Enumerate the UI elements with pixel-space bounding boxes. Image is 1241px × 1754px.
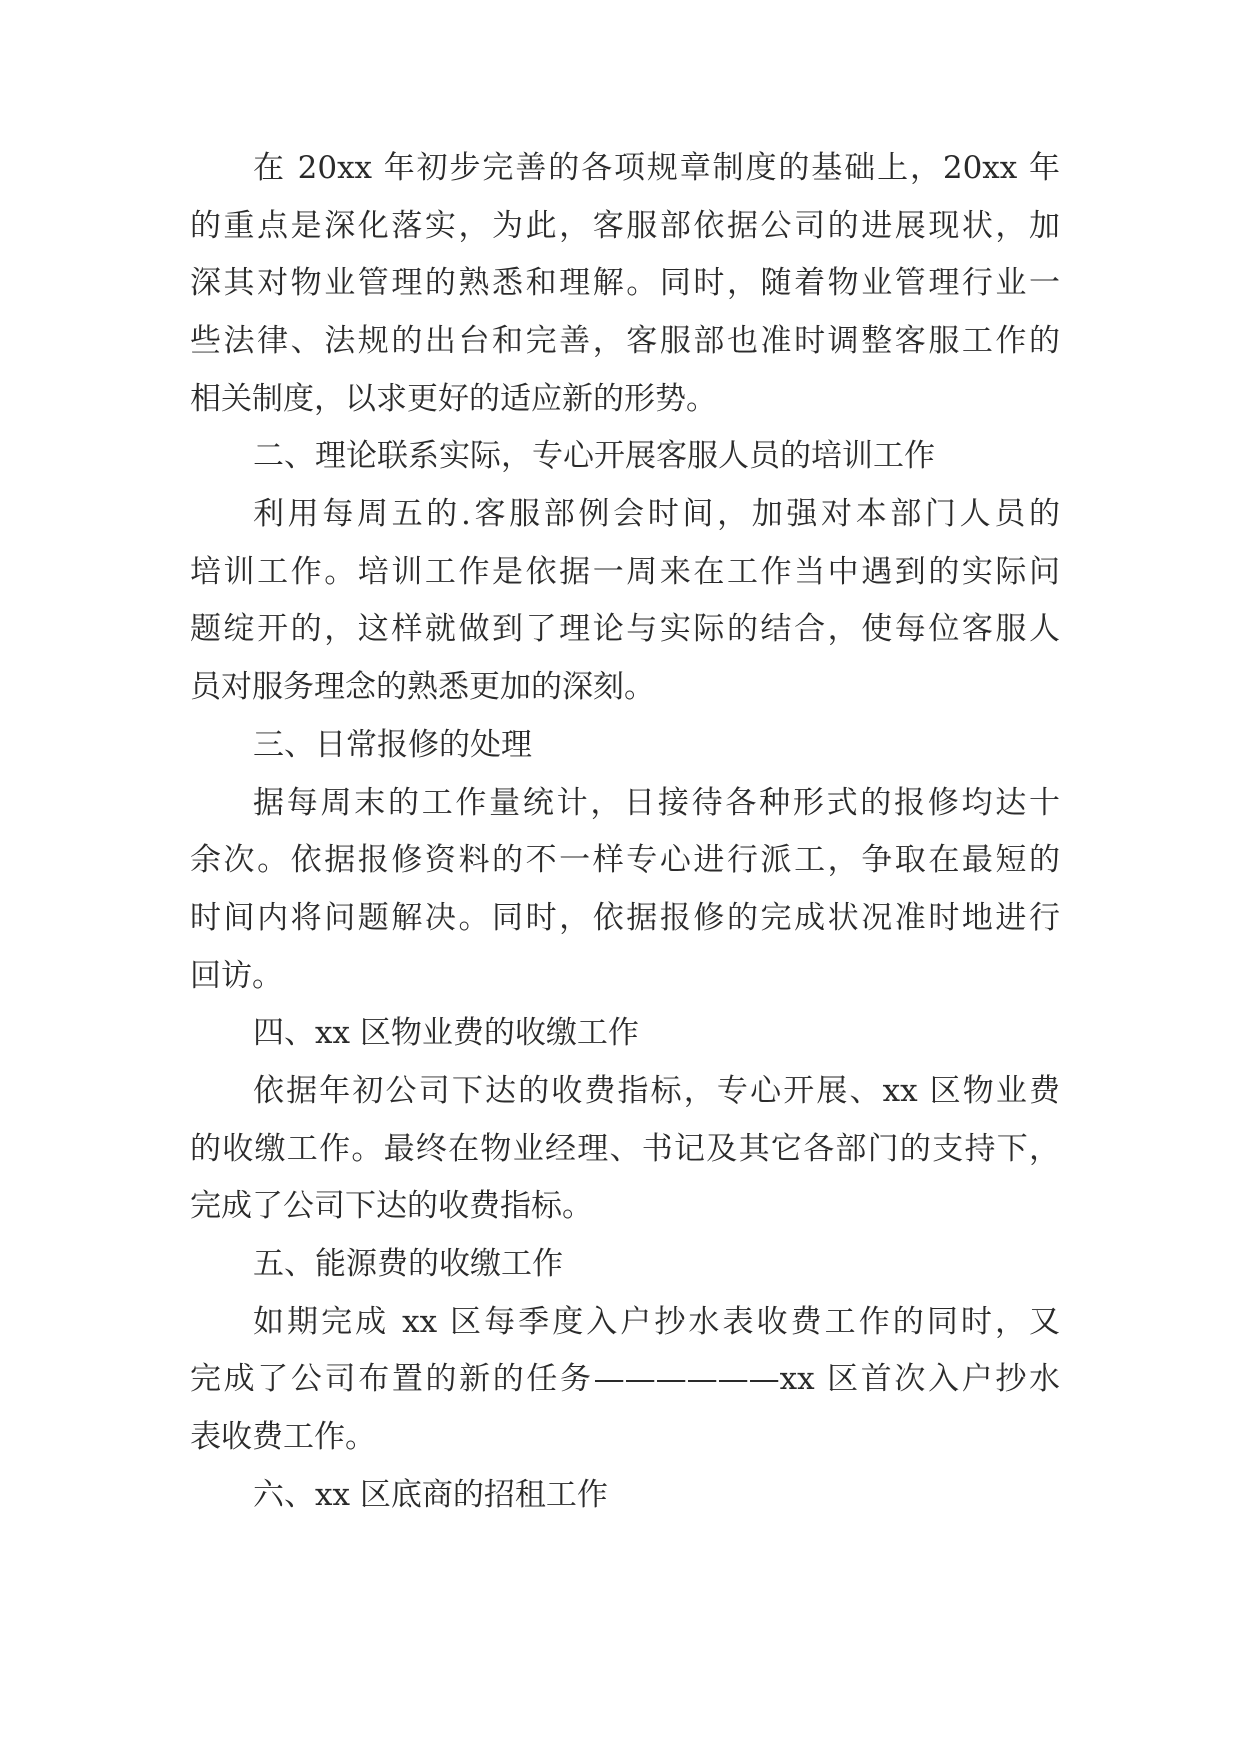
text-line: 据每周末的工作量统计，日接待各种形式的报修均达十 (253, 785, 1060, 821)
text-line: 如期完成 xx 区每季度入户抄水表收费工作的同时，又 (253, 1304, 1060, 1340)
text-line: 完成了公司下达的收费指标。 (190, 1188, 593, 1224)
section-heading: 六、xx 区底商的招租工作 (253, 1477, 608, 1513)
text-line: 些法律、法规的出台和完善，客服部也准时调整客服工作的 (190, 323, 1060, 359)
text-line: 表收费工作。 (190, 1419, 376, 1455)
text-line: 题绽开的，这样就做到了理论与实际的结合，使每位客服人 (190, 611, 1060, 647)
text-line: 利用每周五的.客服部例会时间，加强对本部门人员的 (253, 496, 1060, 532)
text-line: 的收缴工作。最终在物业经理、书记及其它各部门的支持下， (190, 1131, 1060, 1167)
text-line: 回访。 (190, 958, 283, 994)
text-line: 在 20xx 年初步完善的各项规章制度的基础上，20xx 年 (253, 150, 1060, 186)
text-line: 完成了公司布置的新的任务——————xx 区首次入户抄水 (190, 1361, 1060, 1397)
section-heading: 四、xx 区物业费的收缴工作 (253, 1015, 639, 1051)
text-line: 培训工作。培训工作是依据一周来在工作当中遇到的实际问 (190, 554, 1060, 590)
text-line: 时间内将问题解决。同时，依据报修的完成状况准时地进行 (190, 900, 1060, 936)
section-heading: 三、日常报修的处理 (253, 727, 532, 763)
section-heading: 二、理论联系实际，专心开展客服人员的培训工作 (253, 438, 935, 474)
section-heading: 五、能源费的收缴工作 (253, 1246, 563, 1282)
text-line: 余次。依据报修资料的不一样专心进行派工，争取在最短的 (190, 842, 1060, 878)
text-line: 深其对物业管理的熟悉和理解。同时，随着物业管理行业一 (190, 265, 1060, 301)
text-line: 依据年初公司下达的收费指标，专心开展、xx 区物业费 (253, 1073, 1060, 1109)
text-line: 相关制度，以求更好的适应新的形势。 (190, 381, 717, 417)
text-line: 的重点是深化落实，为此，客服部依据公司的进展现状，加 (190, 208, 1060, 244)
text-line: 员对服务理念的熟悉更加的深刻。 (190, 669, 655, 705)
